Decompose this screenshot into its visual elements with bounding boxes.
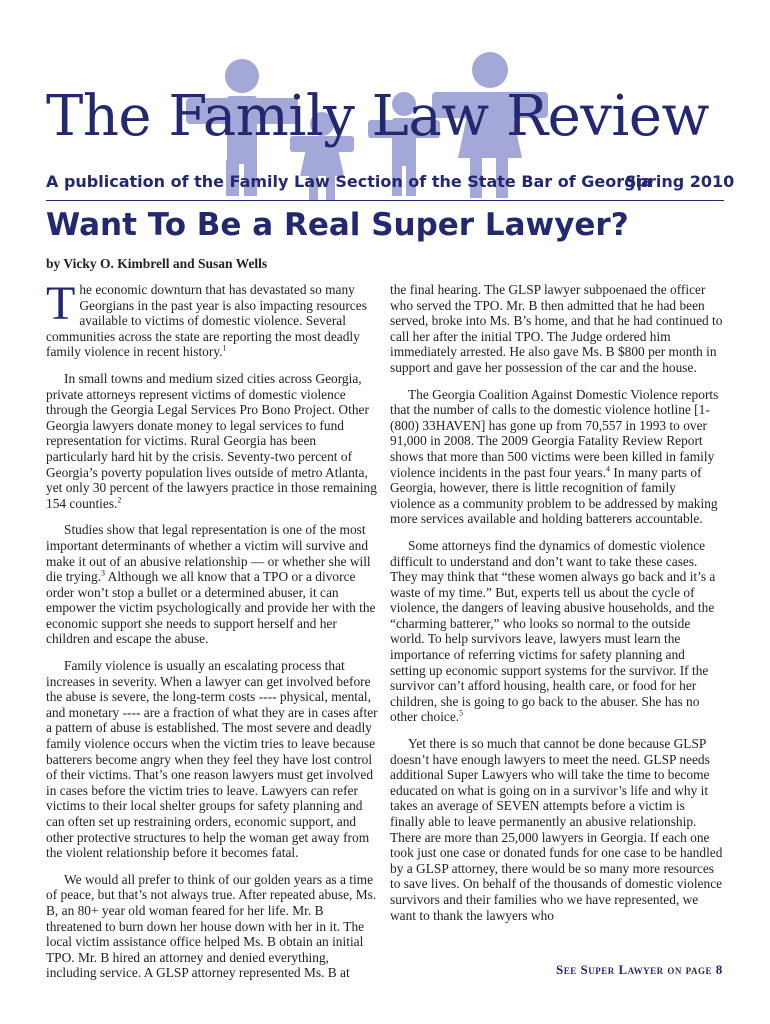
footnote-ref: 5 (459, 708, 464, 718)
footnote-ref: 1 (222, 343, 227, 353)
right-column (390, 282, 723, 934)
paragraph: The economic downturn that has devastated so many Georgians in the past year is also impacting resources available to victims of domestic violence. Several communities across the state are reporting the most deadly family violence in recent history.$^1$ (46, 277, 367, 360)
publication-line: A publication of the Family Law Section of the State Bar of Georgia (46, 172, 652, 191)
left-column (46, 277, 379, 992)
footnote-ref: 2 (117, 495, 122, 505)
paragraph: Family violence is usually an escalating process that increases in severity. When a lawyer can get involved before the abuse is severe, the long-term costs ---- physical, mental, and monetary ---- are a fraction of what they are in cases after a pattern of abuse is established. The most severe and deadly family violence occurs when the victim tries to leave because batterers become angry when they feel they have lost control of their victims. That’s one reason lawyers must get involved in cases before the victim tries to leave. Lawyers can refer victims to their local shelter groups for safety planning and can often set up restraining orders, economic support, and other protective structures to help the woman get away from the violent relationship before it becomes fatal. (46, 658, 378, 861)
masthead-title: The Family Law Review (46, 84, 709, 149)
paragraph: Studies show that legal representation is one of the most important determinants of whether a victim will survive and make it out of an abusive relationship — or whether she will die trying.$^3$ Although we all know that a TPO or a divorce order won’t stop a bullet or a determined abuser, it can empower the victim psychologically and provide her with the economic support she needs to support herself and her children and escape the abuse. (46, 522, 376, 647)
paragraph: The Georgia Coalition Against Domestic Violence reports that the number of calls to the domestic violence hotline [1-(800) 33HAVEN] has gone up from 70,557 in 1993 to over 91,000 in 2008. The 2009 Georgia Fatality Review Report shows that more than 500 victims were been killed in family violence incidents in the past four years.$^4$ In many parts of Georgia, however, there is little recognition of family violence as a community problem to be addressed by making more services available and holding batterers accountable. (390, 386, 719, 527)
masthead (0, 0, 770, 210)
drop-cap: T (46, 277, 76, 330)
issue-date: Spring 2010 (625, 172, 735, 191)
masthead-rule (46, 200, 724, 201)
paragraph: Some attorneys find the dynamics of domestic violence difficult to understand and don’t want to take these cases. They may think that “these women always go back and it’s a waste of my time.” But, experts tell us about the cycle of violence, the dangers of leaving abusive households, and the “charming batterer,” who looks so normal to the outside world. To help survivors leave, lawyers must learn the importance of referring victims for safety planning and setting up economic support systems for the survivor. If the survivor can’t afford housing, health care, or food for her children, she is going to go back to the abuser. She has no other choice.$^5$ (390, 537, 716, 725)
article-headline: Want To Be a Real Super Lawyer? (46, 207, 629, 243)
paragraph: Yet there is so much that cannot be done because GLSP doesn’t have enough lawyers to meet the need. GLSP needs additional Super Lawyers who will take the time to become educated on what is going on in a survivor’s life and why it takes an average of SEVEN attempts before a victim is finally able to leave permanently an abusive relationship. There are more than 25,000 lawyers in Georgia. If each one took just one case or donated funds for one case to be handled by a GLSP attorney, there would be so many more resources to save lives. On behalf of the thousands of domestic violence survivors and their families who we have represented, we want to thank the lawyers who (390, 736, 723, 923)
paragraph: We would all prefer to think of our golden years as a time of peace, but that’s not always true. After repeated abuse, Ms. B, an 80+ year old woman feared for her life. Mr. B threatened to burn down her house down with her in it. The local victim assistance office helped Ms. B obtain an initial TPO. Mr. B hired an attorney and denied everything, including service. A GLSP attorney represented Ms. B at (46, 871, 377, 981)
footnote-ref: 4 (606, 464, 611, 474)
footnote-ref: 3 (101, 568, 106, 578)
article-byline: by Vicky O. Kimbrell and Susan Wells (46, 256, 268, 271)
continued-link[interactable]: See Super Lawyer on page 8 (556, 962, 723, 977)
paragraph: In small towns and medium sized cities across Georgia, private attorneys represent victims of domestic violence through the Georgia Legal Services Pro Bono Project. Other Georgia lawyers donate money to legal services to fund representation for victims. Rural Georgia has been particularly hard hit by the crisis. Seventy-two percent of Georgia’s poverty population lives outside of metro Atlanta, yet only 30 percent of the lawyers practice in those remaining 154 counties.$^2$ (46, 370, 377, 511)
paragraph: the final hearing. The GLSP lawyer subpoenaed the officer who served the TPO. Mr. B then admitted that he had been served, broke into Ms. B’s home, and that he had continued to call her after the initial TPO. The Judge ordered him immediately arrested. He also gave Ms. B $800 per month in support and gave her possession of the car and the house. (390, 282, 723, 375)
